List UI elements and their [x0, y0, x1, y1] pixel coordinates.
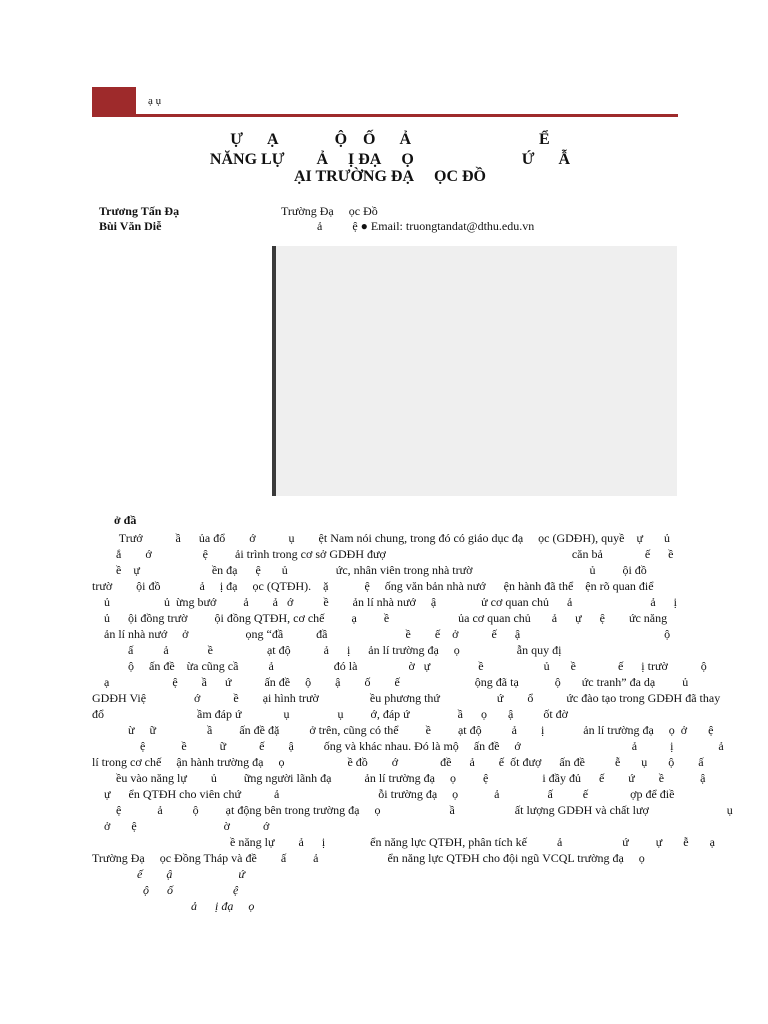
abstract-left-rule	[272, 246, 276, 496]
paper-title-line-1: Ự Ạ Ộ Ố Ả Ể	[230, 131, 550, 148]
subsection-heading-line: ộ ố ệ	[92, 883, 239, 897]
body-line: ệ ề ữ ế ậ ống và khác nhau. Đó là mộ ấn đề ớ ả ị ả	[92, 739, 724, 753]
journal-section-label: ạ ụ	[148, 95, 162, 107]
body-line: Trướ ầ ủa đổ ớ ụ ệt Nam nói chung, trong đó có giáo dục đạ ọc (GDĐH), quyề ự ủ	[92, 531, 670, 545]
subsection-heading-line: ế ậ ứ	[92, 867, 245, 881]
body-line: ừ ữ ầ ấn đề đặ ở trên, cũng có thể ề ạt độ ả ị ản lí trường đạ ọ ở ệ	[92, 723, 714, 737]
paper-title-line-3: ẠI TRƯỜNG ĐẠ ỌC ĐỒ	[293, 168, 486, 185]
body-line: ở ệ ờ ớ	[92, 819, 270, 833]
body-line: ự ển QTĐH cho viên chứ ả ỗi trường đạ ọ ả ấ ế ợp để điề	[92, 787, 675, 801]
author-name-2: Bùi Văn Diễ	[99, 219, 162, 233]
body-line: trườ ội đồ ả ị đạ ọc (QTĐH). ặ ệ ống văn bản nhà nướ ện hành đã thể ện rõ quan điể	[92, 579, 654, 593]
body-line: ủ ội đồng trườ ội đồng QTĐH, cơ chế ạ ề ủa cơ quan chủ ả ự ệ ức năng	[92, 611, 668, 625]
header-accent-block	[92, 87, 136, 115]
body-line: ề năng lự ả ị ển năng lực QTĐH, phân tích kế ả ứ ự ễ ạ	[92, 835, 715, 849]
body-line: ắ ớ ệ ải trình trong cơ sở GDĐH đượ căn bả ế ề	[92, 547, 674, 561]
author-affiliation-2: ả ệ ● Email: truongtandat@dthu.edu.vn	[281, 219, 535, 233]
body-line: ủ ủ ừng bướ ả ả ớ ề ản lí nhà nướ ậ ử cơ quan chủ ả ả ị	[92, 595, 677, 609]
author-name-1: Trương Tấn Đạ	[99, 204, 180, 218]
body-line: đổ ầm đáp ứ ụ ụ ớ, đáp ứ ầ ọ ậ ốt đờ	[92, 707, 568, 721]
body-line: ề ự ền đạ ệ ủ ức, nhân viên trong nhà trườ ủ ội đồ	[92, 563, 647, 577]
subsection-heading-line: ả ị đạ ọ	[92, 899, 255, 913]
body-line: ấ ả ề ạt độ ả ị ản lí trường đạ ọ ẫn quy đị	[92, 643, 562, 657]
body-line: ệ ả ộ ạt động bên trong trường đạ ọ ầ ất lượng GDĐH và chất lượ ụ	[92, 803, 733, 817]
section-title-introduction: ở đầ	[114, 513, 137, 527]
paper-title-line-2: NĂNG LỰ Ả Ị ĐẠ Ọ Ứ Ẫ	[209, 151, 571, 168]
body-line: GDĐH Việ ớ ề ại hình trườ ều phương thứ ứ ổ ức đào tạo trong GDĐH đã thay	[92, 691, 721, 705]
body-line: ều vào năng lự ủ ững người lãnh đạ ản lí trường đạ ọ ệ i đầy đủ ế ứ ề ậ	[92, 771, 706, 785]
header-rule	[92, 114, 678, 117]
body-line: ản lí nhà nướ ở ọng “đầ đầ ề ế ở ế ậ ộ	[92, 627, 671, 641]
body-line: lí trong cơ chế ận hành trường đạ ọ ề đồ ớ đề ả ế ốt đượ ấn đề ễ ụ ộ ấ	[92, 755, 704, 769]
body-line: ạ ệ ầ ứ ấn đề ộ ậ ố ế ộng đã tạ ộ ức tranh” đa dạ ủ	[92, 675, 689, 689]
body-line: ộ ấn đề ừa cũng cầ ả đó là ờ ự ề ủ ề ế ị trườ ộ	[92, 659, 707, 673]
abstract-box	[272, 246, 677, 496]
author-affiliation-1: Trường Đạ ọc Đồ	[281, 204, 378, 218]
body-line: Trường Đạ ọc Đồng Tháp và đề ấ ả ển năng lực QTĐH cho đội ngũ VCQL trường đạ ọ	[92, 851, 645, 865]
